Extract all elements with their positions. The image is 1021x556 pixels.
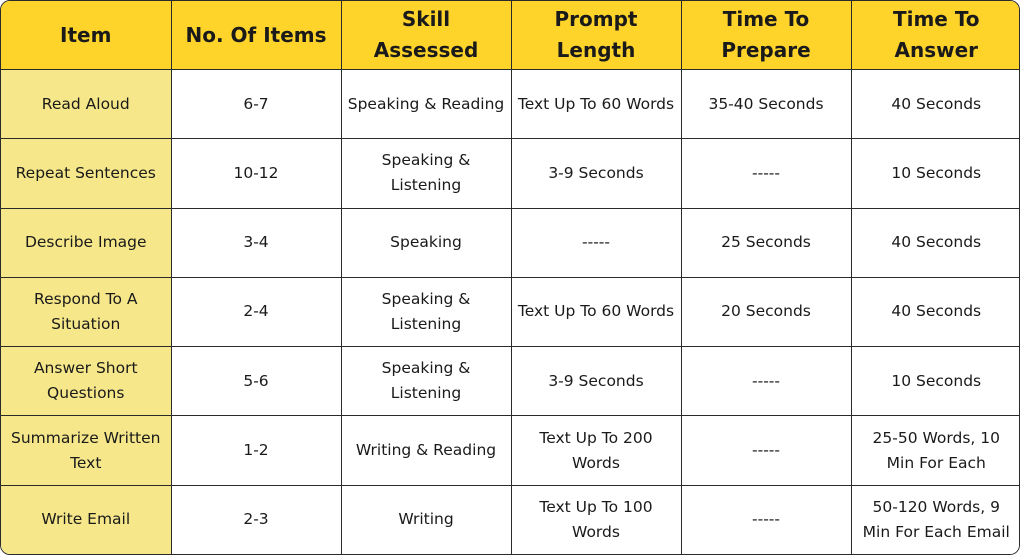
cell-answer: 50-120 Words, 9 Min For Each Email (851, 485, 1020, 554)
cell-item: Answer Short Questions (1, 347, 171, 416)
cell-prompt: Text Up To 60 Words (511, 70, 681, 139)
header-no-of-items: No. Of Items (171, 1, 341, 70)
cell-prepare: ----- (681, 139, 851, 208)
cell-prepare: 20 Seconds (681, 277, 851, 346)
table-row (1, 347, 1020, 416)
cell-count: 10-12 (171, 139, 341, 208)
cell-item: Describe Image (1, 208, 171, 277)
cell-prepare: ----- (681, 485, 851, 554)
cell-prepare: ----- (681, 347, 851, 416)
cell-count: 2-4 (171, 277, 341, 346)
cell-prepare: 25 Seconds (681, 208, 851, 277)
cell-prepare: 35-40 Seconds (681, 70, 851, 139)
table-row (1, 208, 1020, 277)
cell-skill: Speaking & Listening (341, 347, 511, 416)
cell-answer: 25-50 Words, 10 Min For Each (851, 416, 1020, 485)
cell-prompt: Text Up To 100 Words (511, 485, 681, 554)
cell-count: 6-7 (171, 70, 341, 139)
cell-prompt: Text Up To 60 Words (511, 277, 681, 346)
cell-count: 1-2 (171, 416, 341, 485)
cell-prompt: 3-9 Seconds (511, 347, 681, 416)
header-item: Item (1, 1, 171, 70)
table-row (1, 70, 1020, 139)
cell-answer: 10 Seconds (851, 347, 1020, 416)
cell-answer: 10 Seconds (851, 139, 1020, 208)
cell-item: Read Aloud (1, 70, 171, 139)
cell-answer: 40 Seconds (851, 208, 1020, 277)
header-row (1, 1, 1020, 70)
cell-item: Respond To A Situation (1, 277, 171, 346)
table-row (1, 139, 1020, 208)
header-prompt-length: Prompt Length (511, 1, 681, 70)
header-time-to-prepare: Time To Prepare (681, 1, 851, 70)
table-row (1, 416, 1020, 485)
cell-count: 3-4 (171, 208, 341, 277)
cell-item: Summarize Written Text (1, 416, 171, 485)
cell-prompt: Text Up To 200 Words (511, 416, 681, 485)
header-skill-assessed: Skill Assessed (341, 1, 511, 70)
cell-skill: Writing (341, 485, 511, 554)
cell-skill: Speaking & Listening (341, 139, 511, 208)
cell-prompt: 3-9 Seconds (511, 139, 681, 208)
pte-task-table (1, 1, 1020, 554)
header-time-to-answer: Time To Answer (851, 1, 1020, 70)
table-row (1, 485, 1020, 554)
cell-answer: 40 Seconds (851, 277, 1020, 346)
cell-skill: Speaking & Listening (341, 277, 511, 346)
cell-count: 2-3 (171, 485, 341, 554)
cell-answer: 40 Seconds (851, 70, 1020, 139)
cell-skill: Speaking (341, 208, 511, 277)
cell-prepare: ----- (681, 416, 851, 485)
cell-prompt: ----- (511, 208, 681, 277)
cell-item: Repeat Sentences (1, 139, 171, 208)
table-row (1, 277, 1020, 346)
cell-count: 5-6 (171, 347, 341, 416)
cell-item: Write Email (1, 485, 171, 554)
cell-skill: Speaking & Reading (341, 70, 511, 139)
cell-skill: Writing & Reading (341, 416, 511, 485)
